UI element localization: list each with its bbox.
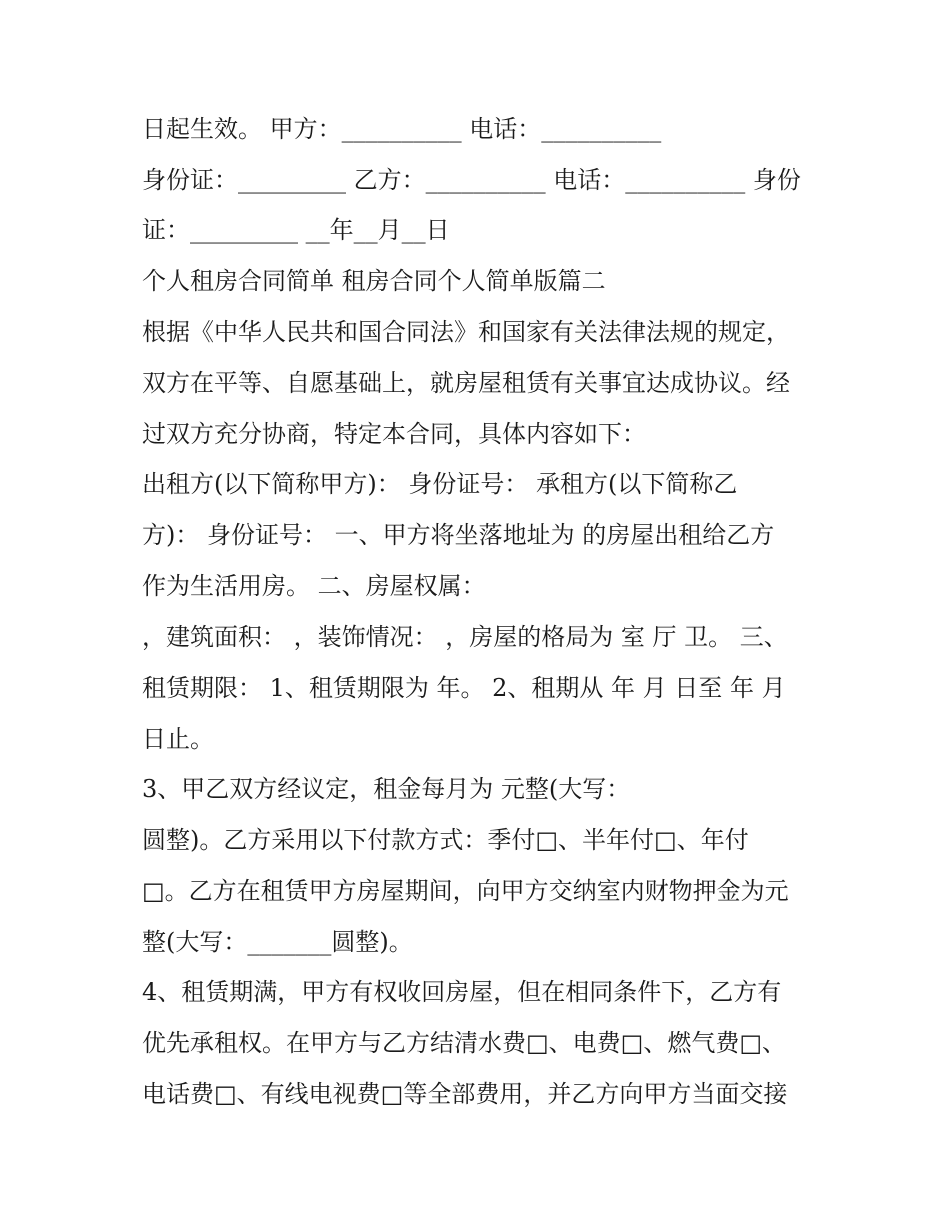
text-line-20: 电话费□、有线电视费□等全部费用，并乙方向甲方当面交接 [142, 1080, 788, 1108]
text-line-08: 出租方(以下简称甲方)： 身份证号： 承租方(以下简称乙 [142, 470, 738, 498]
text-line-13: 日止。 [142, 725, 214, 753]
text-line-03: 证：_________ __年__月__日 [142, 216, 450, 244]
text-line-14: 3、甲乙双方经议定，租金每月为 元整(大写： [142, 775, 631, 803]
text-line-06: 双方在平等、自愿基础上，就房屋租赁有关事宜达成协议。经 [142, 369, 790, 397]
text-line-01: 日起生效。 甲方：__________ 电话：__________ [142, 115, 662, 143]
text-line-17: 整(大写：_______圆整)。 [142, 928, 413, 956]
text-line-19: 优先承租权。在甲方与乙方结清水费□、电费□、燃气费□、 [142, 1029, 787, 1057]
text-line-16: □。乙方在租赁甲方房屋期间，向甲方交纳室内财物押金为元 [142, 877, 789, 905]
text-line-18: 4、租赁期满，甲方有权收回房屋，但在相同条件下，乙方有 [142, 978, 782, 1006]
text-line-02: 身份证：_________ 乙方：__________ 电话：__________ 身份 [142, 166, 801, 194]
text-line-10: 作为生活用房。 二、房屋权属： [142, 572, 486, 600]
text-line-07: 过双方充分协商，特定本合同，具体内容如下： [142, 420, 646, 448]
text-line-11: ，建筑面积： ，装饰情况： ，房屋的格局为 室 厅 卫。 三、 [142, 623, 788, 651]
text-line-12: 租赁期限： 1、租赁期限为 年。 2、租期从 年 月 日至 年 月 [142, 674, 786, 702]
section-heading: 个人租房合同简单 租房合同个人简单版篇二 [142, 267, 606, 295]
text-line-15: 圆整)。乙方采用以下付款方式：季付□、半年付□、年付 [142, 826, 749, 854]
text-line-05: 根据《中华人民共和国合同法》和国家有关法律法规的规定， [142, 318, 790, 346]
text-line-09: 方)： 身份证号： 一、甲方将坐落地址为 的房屋出租给乙方 [142, 521, 775, 549]
